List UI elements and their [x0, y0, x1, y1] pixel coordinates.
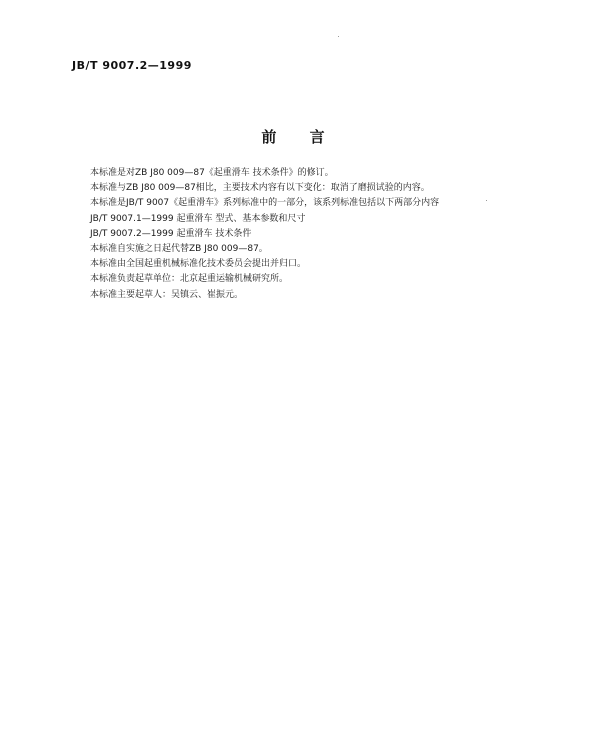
scan-speck — [486, 200, 487, 201]
page-title: 前 言 — [261, 128, 339, 146]
foreword-line: JB/T 9007.1—1999 起重滑车 型式、基本参数和尺寸 — [90, 213, 306, 224]
foreword-line: JB/T 9007.2—1999 起重滑车 技术条件 — [90, 228, 252, 239]
foreword-line: 本标准自实施之日起代替ZB J80 009—87。 — [90, 244, 268, 255]
foreword-line: 本标准由全国起重机械标准化技术委员会提出并归口。 — [90, 259, 307, 270]
foreword-body — [90, 166, 530, 303]
foreword-line: 本标准是对ZB J80 009—87《起重滑车 技术条件》的修订。 — [90, 168, 334, 178]
foreword-line: 本标准与ZB J80 009—87相比，主要技术内容有以下变化：取消了磨损试验的内容。 — [90, 183, 430, 194]
foreword-line: 本标准是JB/T 9007《起重滑车》系列标准中的一部分，该系列标准包括以下两部分内容 — [90, 198, 440, 209]
standard-code: JB/T 9007.2—1999 — [72, 59, 192, 72]
foreword-line: 本标准主要起草人：吴镇云、崔振元。 — [90, 289, 244, 300]
foreword-line: 本标准负责起草单位：北京起重运输机械研究所。 — [90, 274, 289, 285]
scan-speck — [338, 36, 339, 37]
